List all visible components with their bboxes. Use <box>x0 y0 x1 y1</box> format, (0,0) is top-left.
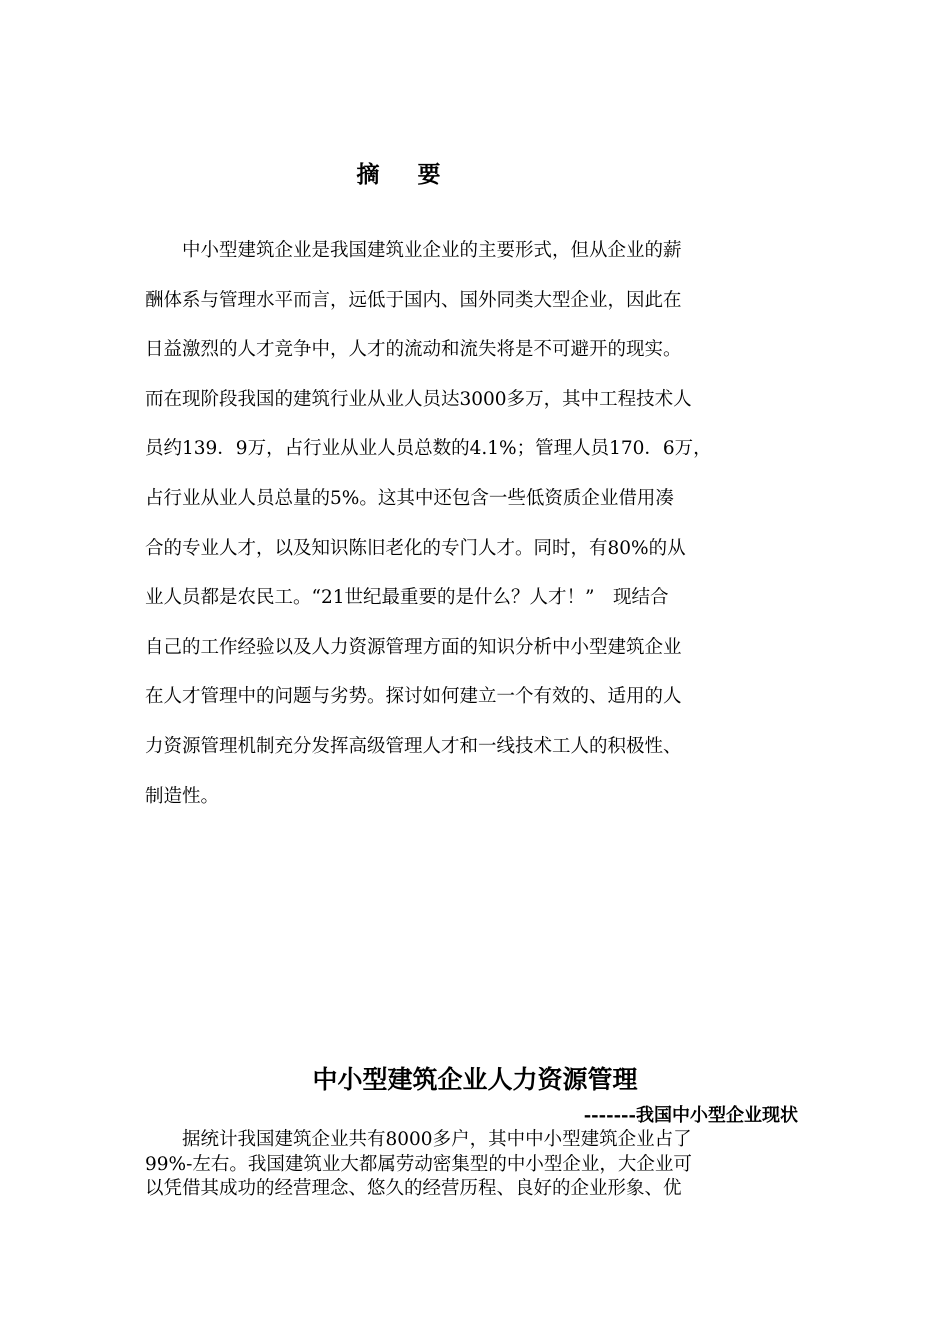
intro-line: 据统计我国建筑企业共有8000多户，其中中小型建筑企业占了 <box>145 1129 692 1150</box>
abstract-heading: 摘要 <box>356 161 479 188</box>
document-title: 中小型建筑企业人力资源管理 <box>312 1065 638 1094</box>
abstract-line: 制造性。 <box>145 785 220 807</box>
abstract-line: 员约139．9万，占行业从业人员总数的4.1%；管理人员170．6万， <box>145 438 712 460</box>
abstract-line: 业人员都是农民工。“21世纪最重要的是什么？人才！” 现结合 <box>145 587 669 609</box>
abstract-body <box>145 226 820 821</box>
intro-line: 99%-左右。我国建筑业大都属劳动密集型的中小型企业，大企业可 <box>145 1153 692 1175</box>
document-subtitle: -------我国中小型企业现状 <box>583 1105 798 1126</box>
abstract-line: 酬体系与管理水平而言，远低于国内、国外同类大型企业，因此在 <box>145 289 682 311</box>
abstract-line: 占行业从业人员总量的5%。这其中还包含一些低资质企业借用凑 <box>145 487 674 509</box>
abstract-line: 在人才管理中的问题与劣势。探讨如何建立一个有效的、适用的人 <box>145 686 682 708</box>
abstract-line: 力资源管理机制充分发挥高级管理人才和一线技术工人的积极性、 <box>145 735 682 757</box>
intro-line: 以凭借其成功的经营理念、悠久的经营历程、良好的企业形象、优 <box>145 1178 682 1199</box>
abstract-line: 自己的工作经验以及人力资源管理方面的知识分析中小型建筑企业 <box>145 636 682 658</box>
abstract-line: 合的专业人才，以及知识陈旧老化的专门人才。同时，有80%的从 <box>145 537 686 559</box>
abstract-line: 日益激烈的人才竞争中，人才的流动和流失将是不可避开的现实。 <box>145 339 682 361</box>
intro-paragraph <box>145 1128 825 1202</box>
abstract-line: 中小型建筑企业是我国建筑业企业的主要形式，但从企业的薪 <box>145 240 682 261</box>
abstract-line: 而在现阶段我国的建筑行业从业人员达3000多万，其中工程技术人 <box>145 388 692 410</box>
